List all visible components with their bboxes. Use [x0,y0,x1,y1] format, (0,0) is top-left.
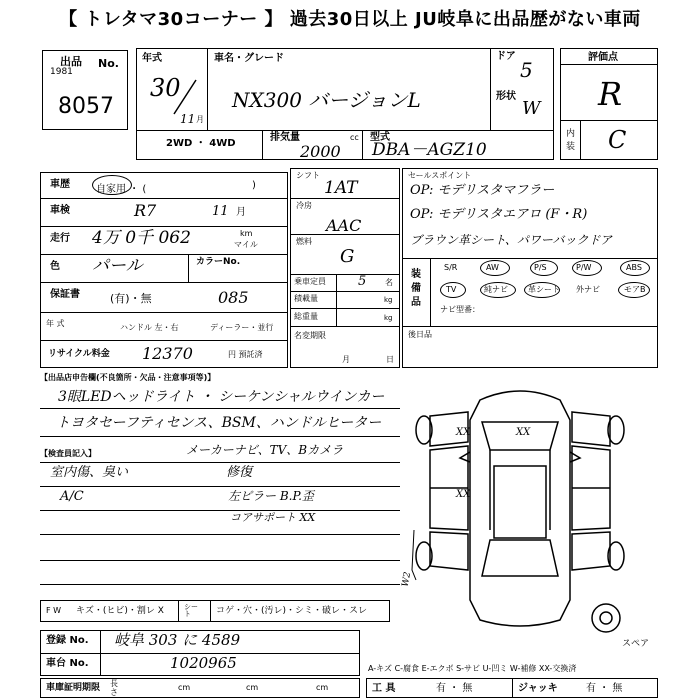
color-no: 085 [218,288,249,307]
sales-point-1: OP: モデリスタマフラー [410,183,555,198]
tools-label: 工 具 [372,683,396,694]
spare-label: スペア [622,639,650,649]
displacement-value: 2000 [300,142,341,161]
inspection-label: 車検 [50,205,70,216]
aircon-label: 冷房 [296,201,312,210]
recycle-label: リサイクル料金 [48,349,110,359]
tools-value: 有 ・ 無 [436,683,473,694]
registration-label: 登録 No. [46,635,89,646]
condition-fw: F W [46,606,62,615]
displacement-unit: cc [350,133,359,142]
history-label: 車歴 [50,179,70,190]
capacity-unit: 名 [385,278,393,287]
registration-value: 岐阜 303 に 4589 [114,631,241,649]
equipment-label: 装備品 [411,269,421,308]
lot-code: 1981 [50,67,73,77]
color-no-label: カラーNo. [196,257,241,267]
condition-fw-items: キズ・(ヒビ)・割レ X [76,606,164,616]
seller-notes-label: 【出品店申告欄(不良箇所・欠品・注意事項等)】 [40,373,216,382]
inspector-left-1: 室内傷、臭い [50,465,129,480]
color-value: パール [92,256,143,276]
inspection-month: 11 [212,204,229,219]
chassis-value: 1020965 [170,654,237,672]
shift-label: シフト [296,171,320,180]
sales-point-2: OP: モデリスタエアロ (F・R) [410,207,588,222]
lot-number: 8057 [58,94,114,119]
model-value: NX300 バージョンL [232,88,421,112]
inspection-value: R7 [134,201,157,220]
jack-label: ジャッキ [518,683,558,694]
year-label: 年式 [142,53,162,64]
certificate-label: 車庫証明期限 [46,683,101,693]
car-damage-diagram [410,380,630,640]
equip-abs: ABS [626,263,642,272]
mileage-value: 4万 0千 062 [92,228,191,248]
shape-value: W [522,98,541,119]
mileage-unit-km: km [240,229,253,238]
ownership-label: 名変期限 [294,331,326,340]
color-label: 色 [50,261,60,272]
equip-moab: モアB [624,285,646,294]
capacity-label: 乗車定員 [294,277,326,286]
diagram-mark-front-right: XX [516,427,531,438]
load-label: 積載量 [294,294,318,303]
sales-points-label: セールスポイント [408,171,472,180]
equip-navi: 純ナビ [484,285,508,294]
score-value: R [598,75,623,113]
header-title: 【 トレタマ30コーナー 】 過去30日以上 JU岐阜に出品歴がない車両 [59,9,641,30]
equip-ext-navi: 外ナビ [576,285,600,294]
diagram-mark-pillar: XX [456,489,471,500]
vehicle-details-box [40,172,288,368]
type-label: 型式 [370,132,390,143]
diagram-mark-front-left: XX [456,427,471,438]
equip-ps: P/S [534,263,547,272]
seller-note-3: メーカーナビ、TV、Bカメラ [186,443,344,457]
inspector-label: 【検査員記入】 [40,449,96,458]
inspector-right-1: 修復 [226,465,253,480]
year-month: 11 [180,112,196,126]
inspector-right-2: 左ピラー B.P.歪 [228,489,314,503]
mileage-label: 走行 [50,233,70,244]
lot-label: 出品 [60,55,82,68]
load-unit: kg [384,296,393,304]
later-install-label: 後日品 [408,330,432,339]
navi-model-label: ナビ型番： [440,305,480,314]
interior-label: 内装 [566,129,576,152]
condition-seat-label: シート [184,603,198,618]
inspection-unit: 月 [236,207,246,218]
steering-handle: ハンドル 左・右 [120,323,179,332]
recycle-value: 12370 [142,344,193,363]
equip-aw: AW [486,263,499,272]
fuel-label: 燃料 [296,237,312,246]
doors-value: 5 [520,58,533,82]
chassis-label: 車台 No. [46,658,89,669]
aircon-value: AAC [326,216,362,235]
shift-value: 1AT [324,178,358,198]
doors-label: ドア [496,51,516,62]
warranty-label: 保証書 [50,289,80,300]
seller-note-1: 3眼LEDヘッドライト ・ シーケンシャルウインカー [58,389,385,405]
ownership-unit2: 日 [386,355,394,364]
condition-seat-items: コゲ・穴・(汚レ)・シミ・破レ・スレ [216,606,368,616]
interior-value: C [608,126,627,154]
drive-label: 2WD ・ 4WD [166,138,236,149]
mileage-unit-mile: マイル [234,240,258,249]
equip-pw: P/W [576,263,592,272]
year-value: 30 [150,74,181,102]
damage-legend: A-キズ C-腐食 E-エクボ S-サビ U-凹ミ W-補修 XX-交換済 [368,664,577,673]
seller-note-2: トヨタセーフティセンス、BSM、ハンドルヒーター [56,415,382,431]
score-label: 評価点 [588,52,618,63]
equip-sr: S/R [444,263,458,272]
model-label: 車名・グレード [214,53,284,64]
fuel-value: G [340,246,355,267]
steering-year-label: 年 式 [46,319,65,328]
warranty-value: (有)・無 [110,292,152,305]
displacement-label: 排気量 [270,132,300,143]
capacity-value: 5 [358,274,367,289]
diagram-mark-side: W2 [400,571,414,588]
history-value: 自家用 ・ ( [96,184,147,195]
steering-dealer: ディーラー・並行 [210,323,274,332]
shape-label: 形状 [496,91,516,102]
jack-value: 有 ・ 無 [586,683,623,694]
type-value: DBA－AGZ10 [372,140,487,160]
gross-weight-unit: kg [384,314,393,322]
lot-no-label: No. [98,57,119,70]
gross-weight-label: 総重量 [294,312,318,321]
equip-tv: TV [446,285,457,294]
inspector-left-2: A/C [60,489,84,504]
inspector-right-3: コアサポート XX [230,511,316,524]
ownership-unit: 月 [342,355,350,364]
year-month-unit: 月 [196,115,204,124]
equip-leather: 革シート [528,285,560,294]
sales-point-3: ブラウン革シート、パワーバックドア [410,233,612,247]
recycle-unit: 円 預託済 [228,350,263,359]
